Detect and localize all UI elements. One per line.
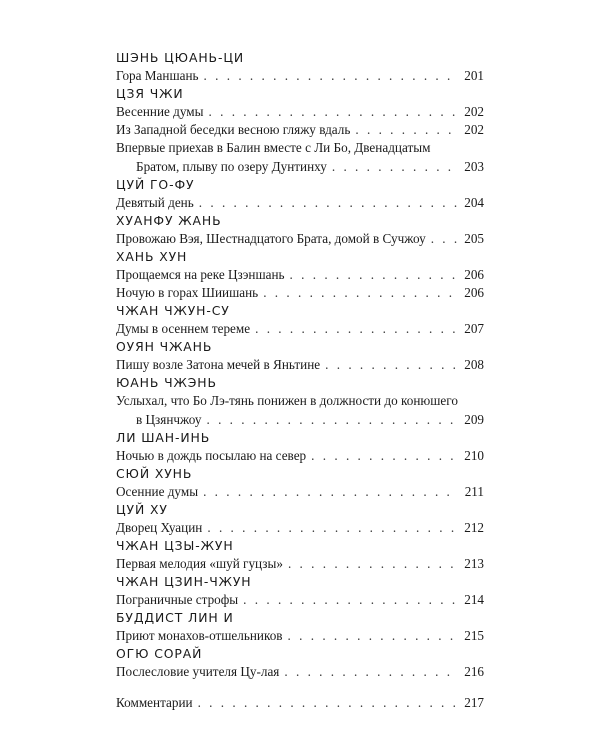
- toc-page-number: 206: [464, 267, 484, 282]
- table-of-contents: [116, 48, 484, 711]
- toc-entry[interactable]: [116, 267, 484, 283]
- author-heading: ЦЗЯ ЧЖИ: [116, 86, 184, 101]
- toc-page-number: 214: [464, 592, 484, 607]
- dot-leader: [199, 195, 458, 211]
- toc-page-number: 204: [464, 195, 484, 210]
- author-heading: БУДДИСТ ЛИН И: [116, 610, 234, 625]
- dot-leader: [207, 520, 458, 536]
- author-heading: ЧЖАН ЧЖУН-СУ: [116, 303, 230, 318]
- toc-entry-title: Услыхал, что Бо Лэ-тянь понижен в должности до конюшего: [116, 393, 458, 408]
- author-heading: ОГЮ СОРАЙ: [116, 646, 203, 661]
- dot-leader: [284, 664, 458, 680]
- author-heading: ХУАНФУ ЖАНЬ: [116, 213, 222, 228]
- toc-entry-title: Гора Маншань: [116, 68, 199, 83]
- toc-entry-title: Пограничные строфы: [116, 592, 239, 607]
- toc-entry[interactable]: [116, 628, 484, 644]
- author-heading: ХАНЬ ХУН: [116, 249, 188, 264]
- dot-leader: [290, 267, 458, 283]
- toc-entry-title: Из Западной беседки весною гляжу вдаль: [116, 122, 351, 137]
- toc-entry[interactable]: [116, 68, 484, 84]
- author-heading: ЧЖАН ЦЗЫ-ЖУН: [116, 538, 234, 553]
- toc-entry[interactable]: [116, 695, 484, 711]
- toc-page-number: 201: [464, 68, 484, 83]
- toc-entry-title-continued: в Цзянчжоу: [136, 412, 202, 427]
- toc-entry-title: Первая мелодия «шуй гуцзы»: [116, 556, 283, 571]
- dot-leader: [311, 448, 458, 464]
- toc-entry-title: Прощаемся на реке Цзэншань: [116, 267, 285, 282]
- dot-leader: [206, 412, 458, 428]
- toc-entry[interactable]: [116, 664, 484, 680]
- dot-leader: [355, 122, 458, 138]
- toc-page-number: 207: [464, 321, 484, 336]
- toc-page-number: 212: [464, 520, 484, 535]
- toc-entry[interactable]: [116, 321, 484, 337]
- dot-leader: [288, 628, 458, 644]
- dot-leader: [325, 357, 458, 373]
- toc-entry-title: Осенние думы: [116, 484, 199, 499]
- author-heading: ЦУЙ ХУ: [116, 502, 168, 517]
- dot-leader: [203, 484, 458, 500]
- author-heading: ОУЯН ЧЖАНЬ: [116, 339, 213, 354]
- toc-entry-title: Ночью в дождь посылаю на север: [116, 448, 307, 463]
- dot-leader: [198, 695, 458, 711]
- toc-page-number: 210: [464, 448, 484, 463]
- toc-page-number: 209: [464, 412, 484, 427]
- toc-entry-title: Провожаю Вэя, Шестнадцатого Брата, домой в Сучжоу: [116, 231, 426, 246]
- toc-entry[interactable]: [116, 231, 484, 247]
- toc-entry-title: Думы в осеннем тереме: [116, 321, 251, 336]
- author-heading: СЮЙ ХУНЬ: [116, 466, 193, 481]
- toc-entry[interactable]: [116, 140, 484, 175]
- toc-entry-title: Впервые приехав в Балин вместе с Ли Бо, Двенадцатым: [116, 140, 431, 155]
- toc-entry-title: Послесловие учителя Цу-лая: [116, 664, 280, 679]
- dot-leader: [263, 285, 458, 301]
- toc-entry-title-continued: Братом, плыву по озеру Дунтинху: [136, 159, 327, 174]
- author-heading: ЦУЙ ГО-ФУ: [116, 177, 195, 192]
- toc-entry-title: Весенние думы: [116, 104, 204, 119]
- dot-leader: [431, 231, 458, 247]
- toc-entry[interactable]: [116, 195, 484, 211]
- toc-entry[interactable]: [116, 104, 484, 120]
- toc-entry-title: Дворец Хуацин: [116, 520, 203, 535]
- toc-page-number: 216: [464, 664, 484, 679]
- toc-page-number: 217: [464, 695, 484, 710]
- toc-entry[interactable]: [116, 520, 484, 536]
- toc-entry-title: Пишу возле Затона мечей в Яньтине: [116, 357, 321, 372]
- toc-entry[interactable]: [116, 285, 484, 301]
- toc-entry-title: Приют монахов-отшельников: [116, 628, 283, 643]
- author-heading: ЧЖАН ЦЗИН-ЧЖУН: [116, 574, 252, 589]
- toc-page-number: 202: [464, 104, 484, 119]
- toc-entry[interactable]: [116, 393, 484, 428]
- dot-leader: [332, 159, 458, 175]
- toc-entry[interactable]: [116, 592, 484, 608]
- dot-leader: [209, 104, 458, 120]
- toc-entry-title: Ночую в горах Шиишань: [116, 285, 259, 300]
- toc-entry[interactable]: [116, 357, 484, 373]
- author-heading: ШЭНЬ ЦЮАНЬ-ЦИ: [116, 50, 245, 65]
- toc-page-number: 211: [464, 484, 484, 499]
- toc-entry-title: Девятый день: [116, 195, 194, 210]
- author-heading: ЮАНЬ ЧЖЭНЬ: [116, 375, 217, 390]
- toc-page-number: 203: [464, 159, 484, 174]
- toc-entry-title: Комментарии: [116, 695, 193, 710]
- dot-leader: [243, 592, 458, 608]
- toc-entry[interactable]: [116, 484, 484, 500]
- toc-entry[interactable]: [116, 556, 484, 572]
- toc-entry[interactable]: [116, 122, 484, 138]
- toc-page-number: 202: [464, 122, 484, 137]
- dot-leader: [204, 68, 458, 84]
- toc-page-number: 208: [464, 357, 484, 372]
- toc-page-number: 213: [464, 556, 484, 571]
- dot-leader: [255, 321, 458, 337]
- author-heading: ЛИ ШАН-ИНЬ: [116, 430, 211, 445]
- toc-page-number: 205: [464, 231, 484, 246]
- toc-page-number: 206: [464, 285, 484, 300]
- dot-leader: [288, 556, 458, 572]
- toc-entry[interactable]: [116, 448, 484, 464]
- section-spacer: [116, 680, 484, 693]
- toc-page-number: 215: [464, 628, 484, 643]
